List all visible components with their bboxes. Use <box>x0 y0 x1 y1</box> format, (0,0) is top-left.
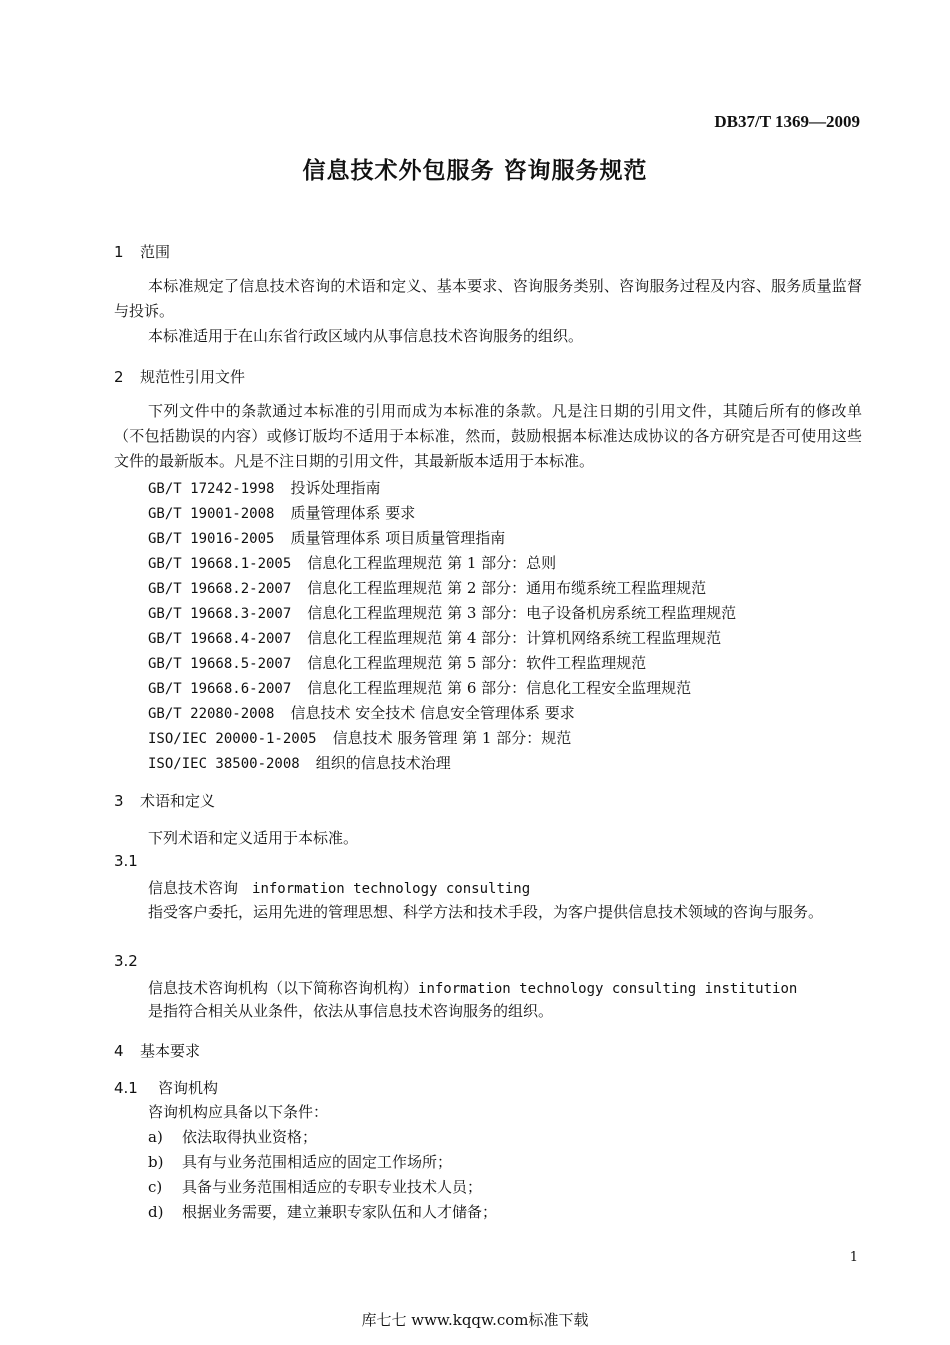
list-item-label: b) <box>148 1153 164 1171</box>
footer-watermark: 库七七 www.kqqw.com标准下载 <box>361 1311 589 1329</box>
list-item-text: 依法取得执业资格； <box>182 1128 318 1146</box>
reference-name: 信息技术 服务管理 第 1 部分：规范 <box>332 729 572 747</box>
section-title: 范围 <box>140 243 171 261</box>
standard-code: DB37/T 1369—2009 <box>714 112 860 131</box>
reference-code: GB/T 19668.4-2007 <box>148 631 292 647</box>
section-number: 3 <box>114 792 124 810</box>
reference-code: ISO/IEC 38500-2008 <box>148 756 300 772</box>
list-item-label: d) <box>148 1203 164 1221</box>
term-english: information technology consulting <box>252 881 531 897</box>
reference-code: GB/T 22080-2008 <box>148 706 275 722</box>
reference-name: 信息技术 安全技术 信息安全管理体系 要求 <box>290 704 575 722</box>
page-number: 1 <box>849 1250 858 1265</box>
section-number: 1 <box>114 243 124 261</box>
reference-name: 投诉处理指南 <box>290 479 381 497</box>
term-3-1-definition: 指受客户委托，运用先进的管理思想、科学方法和技术手段，为客户提供信息技术领域的咨询与服务。 <box>148 903 824 921</box>
reference-code: GB/T 19668.1-2005 <box>148 556 292 572</box>
subsection-4-1-intro: 咨询机构应具备以下条件： <box>148 1103 329 1121</box>
term-chinese: 信息技术咨询 <box>148 879 239 897</box>
reference-item <box>148 752 451 773</box>
reference-item <box>148 502 415 523</box>
reference-code: GB/T 19668.2-2007 <box>148 581 292 597</box>
reference-name: 信息化工程监理规范 第 2 部分：通用布缆系统工程监理规范 <box>307 579 707 597</box>
section-3-intro: 下列术语和定义适用于本标准。 <box>148 829 359 847</box>
section-title: 规范性引用文件 <box>140 368 246 386</box>
subsection-title: 咨询机构 <box>158 1079 219 1097</box>
reference-item <box>148 577 706 598</box>
term-chinese: 信息技术咨询机构（以下简称咨询机构） <box>148 979 419 997</box>
reference-name: 信息化工程监理规范 第 4 部分：计算机网络系统工程监理规范 <box>307 629 722 647</box>
term-3-1-number: 3.1 <box>114 852 138 870</box>
reference-name: 信息化工程监理规范 第 1 部分：总则 <box>307 554 557 572</box>
section-2-heading <box>114 366 245 387</box>
reference-code: GB/T 17242-1998 <box>148 481 275 497</box>
reference-code: GB/T 19668.5-2007 <box>148 656 292 672</box>
reference-name: 信息化工程监理规范 第 6 部分：信息化工程安全监理规范 <box>307 679 692 697</box>
list-item-text: 根据业务需要，建立兼职专家队伍和人才储备； <box>182 1203 498 1221</box>
reference-name: 组织的信息技术治理 <box>315 754 451 772</box>
reference-item <box>148 652 646 673</box>
reference-code: GB/T 19016-2005 <box>148 531 275 547</box>
section-number: 4 <box>114 1042 124 1060</box>
reference-name: 信息化工程监理规范 第 5 部分：软件工程监理规范 <box>307 654 647 672</box>
document-title: 信息技术外包服务 咨询服务规范 <box>302 158 648 184</box>
section-1-paragraph-1: 本标准规定了信息技术咨询的术语和定义、基本要求、咨询服务类别、咨询服务过程及内容、服务质量监督与投诉。 <box>114 277 862 320</box>
section-3-heading <box>114 790 215 811</box>
section-1-paragraph-2: 本标准适用于在山东省行政区域内从事信息技术咨询服务的组织。 <box>148 327 584 345</box>
section-title: 术语和定义 <box>140 792 216 810</box>
reference-item <box>148 702 575 723</box>
reference-name: 质量管理体系 项目质量管理指南 <box>290 529 506 547</box>
reference-code: GB/T 19001-2008 <box>148 506 275 522</box>
subsection-number: 4.1 <box>114 1079 138 1097</box>
section-2-paragraph-1: 下列文件中的条款通过本标准的引用而成为本标准的条款。凡是注日期的引用文件，其随后所有的修改单（不包括勘误的内容）或修订版均不适用于本标准，然而，鼓励根据本标准达成协议的各方研究是否可使用这些文件的最新版本。凡是不注日期的引用文件，其最新版本适用于本标准。 <box>114 402 862 470</box>
term-english: information technology consulting institution <box>418 981 798 997</box>
reference-name: 信息化工程监理规范 第 3 部分：电子设备机房系统工程监理规范 <box>307 604 737 622</box>
section-4-heading <box>114 1040 200 1061</box>
reference-code: GB/T 19668.3-2007 <box>148 606 292 622</box>
term-3-2-number: 3.2 <box>114 952 138 970</box>
list-item <box>148 1151 452 1172</box>
section-1-heading <box>114 241 170 262</box>
list-item-text: 具有与业务范围相适应的固定工作场所； <box>182 1153 453 1171</box>
reference-item <box>148 602 736 623</box>
reference-item <box>148 552 556 573</box>
reference-code: GB/T 19668.6-2007 <box>148 681 292 697</box>
list-item <box>148 1201 497 1222</box>
reference-name: 质量管理体系 要求 <box>290 504 416 522</box>
reference-item <box>148 627 721 648</box>
reference-item <box>148 527 505 548</box>
reference-code: ISO/IEC 20000-1-2005 <box>148 731 317 747</box>
list-item-label: a) <box>148 1128 163 1146</box>
list-item-text: 具备与业务范围相适应的专职专业技术人员； <box>182 1178 483 1196</box>
subsection-4-1-heading <box>114 1077 218 1098</box>
reference-item <box>148 477 380 498</box>
section-number: 2 <box>114 368 124 386</box>
term-3-2 <box>148 977 797 998</box>
term-3-2-definition: 是指符合相关从业条件，依法从事信息技术咨询服务的组织。 <box>148 1002 554 1020</box>
reference-item <box>148 727 571 748</box>
section-title: 基本要求 <box>140 1042 201 1060</box>
term-3-1 <box>148 877 530 898</box>
list-item-label: c) <box>148 1178 163 1196</box>
reference-item <box>148 677 691 698</box>
list-item <box>148 1176 482 1197</box>
list-item <box>148 1126 317 1147</box>
